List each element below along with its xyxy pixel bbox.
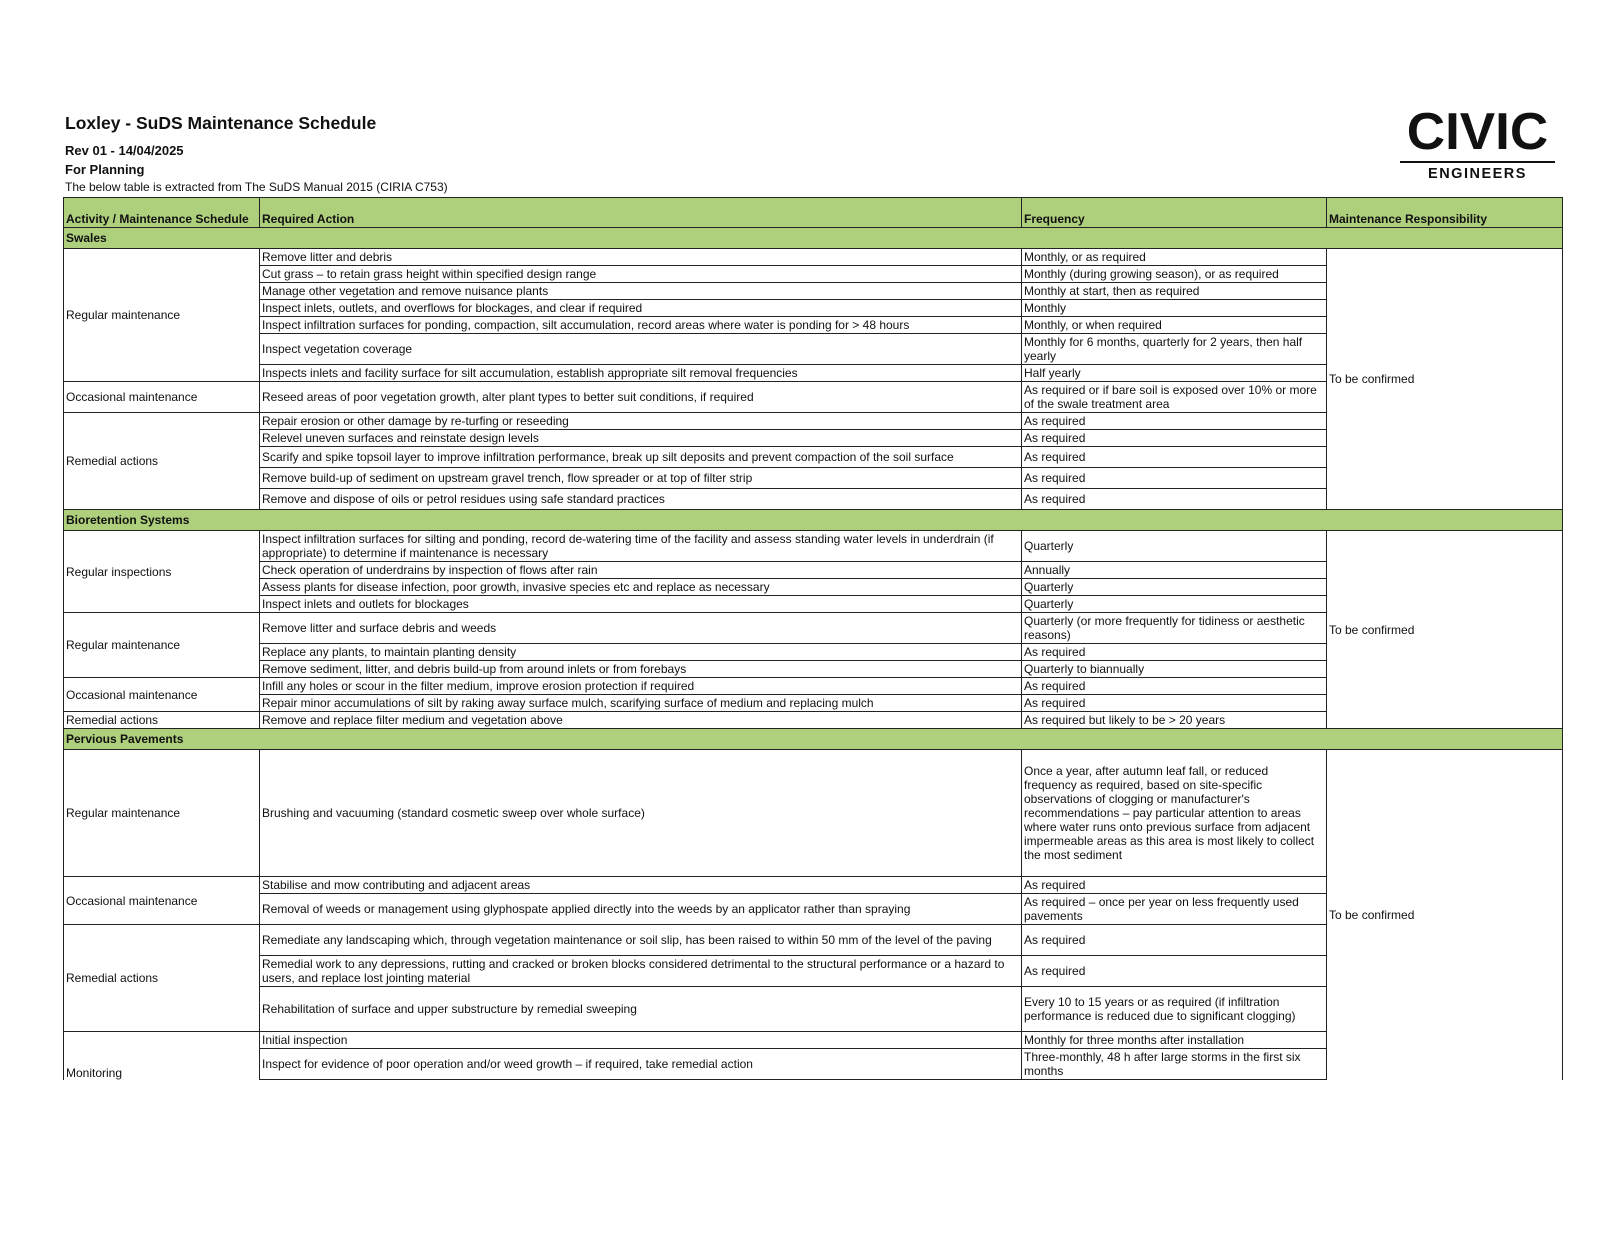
- activity-cell: Remedial actions: [64, 413, 260, 510]
- frequency-cell: As required: [1022, 956, 1327, 987]
- action-cell: Inspect infiltration surfaces for silting and ponding, record de-watering time of the facility and assess standing water levels in underdrain (if appropriate) to determine if maintenance is necessary: [260, 531, 1022, 562]
- action-cell: Inspect for evidence of poor operation and/or weed growth – if required, take remedial action: [260, 1049, 1022, 1080]
- action-cell: Assess plants for disease infection, poor growth, invasive species etc and replace as necessary: [260, 579, 1022, 596]
- section-row-swales: [64, 228, 1563, 249]
- frequency-cell: Annually: [1022, 562, 1327, 579]
- column-header-frequency: Frequency: [1022, 198, 1327, 228]
- section-title: Swales: [64, 228, 1563, 249]
- frequency-cell: As required: [1022, 678, 1327, 695]
- frequency-cell: Quarterly to biannually: [1022, 661, 1327, 678]
- column-header-activity: Activity / Maintenance Schedule: [64, 198, 260, 228]
- responsibility-cell: To be confirmed: [1327, 249, 1563, 510]
- frequency-cell: As required: [1022, 413, 1327, 430]
- action-cell: Stabilise and mow contributing and adjacent areas: [260, 877, 1022, 894]
- frequency-cell: Monthly: [1022, 300, 1327, 317]
- action-cell: Cut grass – to retain grass height within specified design range: [260, 266, 1022, 283]
- frequency-cell: Quarterly: [1022, 531, 1327, 562]
- action-cell: Remove and dispose of oils or petrol residues using safe standard practices: [260, 489, 1022, 510]
- responsibility-cell: To be confirmed: [1327, 750, 1563, 1080]
- purpose-label: For Planning: [65, 162, 145, 177]
- frequency-cell: As required: [1022, 695, 1327, 712]
- action-cell: Relevel uneven surfaces and reinstate design levels: [260, 430, 1022, 447]
- action-cell: Remove sediment, litter, and debris build-up from around inlets or from forebays: [260, 661, 1022, 678]
- action-cell: Remove and replace filter medium and vegetation above: [260, 712, 1022, 729]
- column-header-action: Required Action: [260, 198, 1022, 228]
- action-cell: Inspects inlets and facility surface for silt accumulation, establish appropriate silt removal frequencies: [260, 365, 1022, 382]
- table-row: [64, 750, 1563, 877]
- logo-divider: [1400, 161, 1555, 163]
- action-cell: Replace any plants, to maintain planting density: [260, 644, 1022, 661]
- action-cell: Repair erosion or other damage by re-turfing or reseeding: [260, 413, 1022, 430]
- frequency-cell: Monthly, or as required: [1022, 249, 1327, 266]
- activity-cell: Regular maintenance: [64, 750, 260, 877]
- action-cell: Manage other vegetation and remove nuisance plants: [260, 283, 1022, 300]
- action-cell: Remedial work to any depressions, rutting and cracked or broken blocks considered detrimental to the structural performance or a hazard to users, and replace lost jointing material: [260, 956, 1022, 987]
- frequency-cell: As required: [1022, 644, 1327, 661]
- column-header-responsibility: Maintenance Responsibility: [1327, 198, 1563, 228]
- action-cell: Repair minor accumulations of silt by raking away surface mulch, scarifying surface of medium and replacing mulch: [260, 695, 1022, 712]
- activity-cell: Monitoring: [64, 1032, 260, 1080]
- section-row-pavements: [64, 729, 1563, 750]
- frequency-cell: Once a year, after autumn leaf fall, or reduced frequency as required, based on site-specific observations of clogging or manufacturer's recommendations – pay particular attention to areas where water runs onto previous surface from adjacent impermeable areas as this area is most likely to collect the most sediment: [1022, 750, 1327, 877]
- action-cell: Inspect inlets, outlets, and overflows for blockages, and clear if required: [260, 300, 1022, 317]
- action-cell: Reseed areas of poor vegetation growth, alter plant types to better suit conditions, if required: [260, 382, 1022, 413]
- logo-sub-text: ENGINEERS: [1428, 166, 1527, 182]
- frequency-cell: Monthly for three months after installation: [1022, 1032, 1327, 1049]
- section-title: Bioretention Systems: [64, 510, 1563, 531]
- frequency-cell: As required: [1022, 877, 1327, 894]
- activity-cell: Remedial actions: [64, 712, 260, 729]
- action-cell: Scarify and spike topsoil layer to improve infiltration performance, break up silt deposits and prevent compaction of the soil surface: [260, 447, 1022, 468]
- frequency-cell: Monthly for 6 months, quarterly for 2 years, then half yearly: [1022, 334, 1327, 365]
- action-cell: Initial inspection: [260, 1032, 1022, 1049]
- civic-engineers-logo: [1400, 103, 1555, 182]
- activity-cell: Remedial actions: [64, 925, 260, 1032]
- frequency-cell: Monthly, or when required: [1022, 317, 1327, 334]
- source-note: The below table is extracted from The SuDS Manual 2015 (CIRIA C753): [65, 180, 448, 194]
- action-cell: Brushing and vacuuming (standard cosmetic sweep over whole surface): [260, 750, 1022, 877]
- frequency-cell: Quarterly (or more frequently for tidiness or aesthetic reasons): [1022, 613, 1327, 644]
- section-row-bioretention: [64, 510, 1563, 531]
- action-cell: Remove build-up of sediment on upstream gravel trench, flow spreader or at top of filter strip: [260, 468, 1022, 489]
- logo-main-text: CIVIC: [1406, 103, 1549, 161]
- frequency-cell: Every 10 to 15 years or as required (if infiltration performance is reduced due to significant clogging): [1022, 987, 1327, 1032]
- activity-cell: Occasional maintenance: [64, 678, 260, 712]
- frequency-cell: As required but likely to be > 20 years: [1022, 712, 1327, 729]
- activity-cell: Regular maintenance: [64, 613, 260, 678]
- table-row: [64, 249, 1563, 266]
- table-row: [64, 531, 1563, 562]
- frequency-cell: As required: [1022, 430, 1327, 447]
- activity-cell: Occasional maintenance: [64, 877, 260, 925]
- frequency-cell: As required: [1022, 468, 1327, 489]
- action-cell: Inspect vegetation coverage: [260, 334, 1022, 365]
- frequency-cell: Half yearly: [1022, 365, 1327, 382]
- frequency-cell: Quarterly: [1022, 579, 1327, 596]
- action-cell: Remediate any landscaping which, through vegetation maintenance or soil slip, has been raised to within 50 mm of the level of the paving: [260, 925, 1022, 956]
- section-title: Pervious Pavements: [64, 729, 1563, 750]
- activity-cell: Occasional maintenance: [64, 382, 260, 413]
- action-cell: Infill any holes or scour in the filter medium, improve erosion protection if required: [260, 678, 1022, 695]
- activity-cell: Regular maintenance: [64, 249, 260, 382]
- frequency-cell: Three-monthly, 48 h after large storms in the first six months: [1022, 1049, 1327, 1080]
- activity-cell: Regular inspections: [64, 531, 260, 613]
- frequency-cell: As required: [1022, 489, 1327, 510]
- frequency-cell: As required: [1022, 447, 1327, 468]
- table-header-row: [64, 198, 1563, 228]
- revision-label: Rev 01 - 14/04/2025: [65, 143, 184, 158]
- frequency-cell: Monthly (during growing season), or as required: [1022, 266, 1327, 283]
- action-cell: Rehabilitation of surface and upper substructure by remedial sweeping: [260, 987, 1022, 1032]
- action-cell: Remove litter and surface debris and weeds: [260, 613, 1022, 644]
- action-cell: Inspect infiltration surfaces for ponding, compaction, silt accumulation, record areas where water is ponding for > 48 hours: [260, 317, 1022, 334]
- action-cell: Inspect inlets and outlets for blockages: [260, 596, 1022, 613]
- page-title: Loxley - SuDS Maintenance Schedule: [65, 113, 377, 133]
- responsibility-cell: To be confirmed: [1327, 531, 1563, 729]
- frequency-cell: As required – once per year on less frequently used pavements: [1022, 894, 1327, 925]
- frequency-cell: As required or if bare soil is exposed over 10% or more of the swale treatment area: [1022, 382, 1327, 413]
- frequency-cell: Quarterly: [1022, 596, 1327, 613]
- action-cell: Remove litter and debris: [260, 249, 1022, 266]
- maintenance-schedule-table: [63, 197, 1563, 1080]
- frequency-cell: As required: [1022, 925, 1327, 956]
- action-cell: Check operation of underdrains by inspection of flows after rain: [260, 562, 1022, 579]
- frequency-cell: Monthly at start, then as required: [1022, 283, 1327, 300]
- action-cell: Removal of weeds or management using glyphospate applied directly into the weeds by an applicator rather than spraying: [260, 894, 1022, 925]
